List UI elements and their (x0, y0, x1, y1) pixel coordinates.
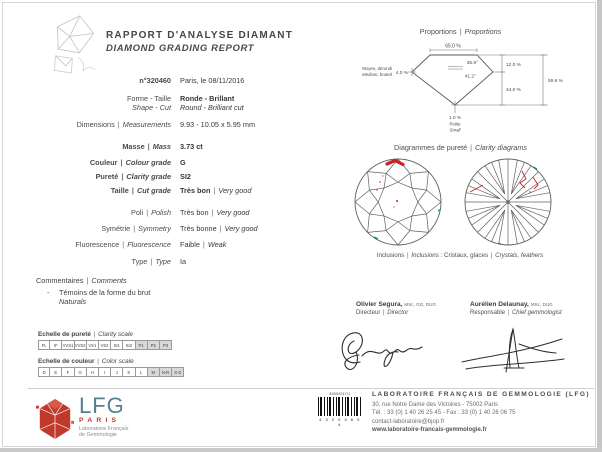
pavilion-view-diagram (465, 159, 551, 245)
colour-scale-cell: I (99, 367, 111, 377)
cut-value-en: Very good (218, 186, 252, 195)
lfg-hexagon-icon (36, 396, 74, 442)
report-number: n°320460 (139, 76, 171, 85)
field-type: Type | Type Ia (131, 257, 187, 266)
clarity-scale-cell: VVS2 (75, 340, 87, 350)
scan-edge-bottom (0, 448, 602, 452)
field-clarity: Pureté | Clarity grade SI2 (95, 172, 191, 181)
clarity-diagrams (350, 155, 565, 250)
girdle-desc-en: Medium, bruted (362, 72, 392, 77)
colour-scale-cell: E (50, 367, 62, 377)
clarity-scale-title-fr: Echelle de pureté (38, 331, 91, 338)
barcode-block (316, 392, 364, 427)
fluorescence-value-fr: Faible (180, 240, 200, 249)
clarity-scale-cell: P2 (148, 340, 160, 350)
colour-scale-cell: G (75, 367, 87, 377)
field-fluorescence: Fluorescence | Fluorescence Faible | Weak (75, 240, 227, 249)
report-place-date: Paris, le 08/11/2016 (180, 76, 245, 85)
field-dimensions: Dimensions | Measurements 9.93 - 10.05 x 5.95 mm (76, 120, 256, 129)
colour-scale-cell: K (123, 367, 135, 377)
colour-scale-cell: L (136, 367, 148, 377)
girdle-desc-fr: Moyen, dérondi (362, 66, 392, 71)
report-title: RAPPORT D'ANALYSE DIAMANT (106, 30, 294, 41)
crown-angle: 35.9° (466, 61, 478, 66)
colour-scale-cell: M (148, 367, 160, 377)
dimension-lines (408, 49, 548, 114)
lfg-paris: PARIS (79, 417, 121, 424)
table-percentage: 65.0 % (445, 43, 461, 50)
laboratory-phone: Tél. : 33 (0) 1 40 26 25 45 - Fax : 33 (0) 1 40 26 06 75 (372, 410, 516, 417)
clarity-scale (38, 340, 172, 350)
crystal-sketch (42, 14, 104, 80)
comments-section: Commentaires | Comments - Témoins de la forme du brut Naturals (33, 276, 325, 306)
signatory-gemmologist: Aurélien Delaunay, MSc, DUG Responsable | Chief gemmologist (470, 301, 562, 316)
symmetry-value-fr: Très bonne (180, 224, 217, 233)
colour-scale-title-en: Color scale (101, 358, 134, 365)
comment-item (47, 288, 325, 306)
diamond-profile (412, 55, 493, 105)
inclusions-caption: Inclusions | Inclusions : Cristaux, glaces | Crystals, feathers (376, 252, 544, 259)
mass-value: 3.73 ct (180, 142, 203, 151)
clarity-scale-cell: FL (38, 340, 50, 350)
comment-en: Naturals (59, 297, 87, 306)
colour-scale-cell: S-Z (172, 367, 184, 377)
footer-divider (28, 388, 594, 389)
gemmologist-signature (458, 324, 570, 378)
type-value: Ia (180, 257, 187, 266)
clarity-scale-cell: VS1 (87, 340, 99, 350)
proportions-diagram (345, 38, 585, 143)
clarity-scale-cell: SI1 (111, 340, 123, 350)
cut-value-fr: Très bon (180, 186, 211, 195)
colour-scale-block: Echelle de couleur | Color scale D E F G H I J K L M N-R S-Z (38, 358, 184, 377)
shape-value-en: Round - Brilliant cut (180, 103, 244, 112)
colour-scale-cell: F (62, 367, 74, 377)
inclusion-marks-crown (374, 161, 441, 240)
laboratory-info (372, 391, 590, 435)
field-shape (33, 94, 325, 112)
clarity-scale-cell: SI2 (123, 340, 135, 350)
colour-scale-cell: J (111, 367, 123, 377)
barcode-reference: 80002017/1 (329, 392, 351, 396)
field-report-number (33, 76, 325, 85)
signatory-director: Olivier Segura, MSc, GG, DUG Directeur | Director (356, 301, 437, 316)
laboratory-name: LABORATOIRE FRANÇAIS DE GEMMOLOGIE (LFG) (372, 391, 591, 398)
comment-dash: - (47, 288, 50, 297)
fluorescence-value-en: Weak (207, 240, 227, 249)
dimensions-value: 9.93 - 10.05 x 5.95 mm (180, 120, 256, 129)
girdle-percentage: 4.0 % (395, 71, 408, 76)
laboratory-email[interactable]: contact-laboratoire@bjop.fr (372, 418, 445, 425)
shape-value-fr: Ronde - Brillant (180, 94, 235, 103)
culet-desc-fr: Petite (449, 121, 461, 127)
lfg-logo (36, 393, 129, 442)
colour-scale-cell: N-R (160, 367, 172, 377)
colour-value: G (180, 158, 186, 167)
barcode (318, 397, 362, 416)
colour-scale-title-fr: Echelle de couleur (38, 358, 95, 365)
clarity-scale-cell: VS2 (99, 340, 111, 350)
crown-height-percentage: 12.0 % (506, 63, 521, 68)
colour-scale-cell: H (87, 367, 99, 377)
clarity-scale-cell: VVS1 (62, 340, 74, 350)
field-symmetry: Symétrie | Symmetry Très bonne | Very good (101, 224, 258, 233)
shape-label-fr: Forme - Taille (126, 94, 171, 103)
clarity-value: SI2 (180, 172, 191, 181)
clarity-scale-cell: P3 (160, 340, 172, 350)
field-mass: Masse | Mass 3.73 ct (122, 142, 203, 151)
clarity-scale-title-en: Clarity scale (98, 331, 133, 338)
field-cut-grade: Taille | Cut grade Très bon | Very good (110, 186, 252, 195)
laboratory-address: 30, rue Notre Dame des Victoires - 75002 Paris (372, 401, 498, 408)
proportions-title: Proportions | Proportions (419, 27, 502, 36)
report-subtitle: DIAMOND GRADING REPORT (106, 43, 255, 54)
shape-label-en: Shape - Cut (132, 103, 171, 112)
symmetry-value-en: Very good (224, 224, 258, 233)
comment-fr: Témoins de la forme du brut (59, 288, 151, 297)
lfg-sub2: de Gemmologie (79, 432, 118, 439)
clarity-scale-cell: IF (50, 340, 62, 350)
clarity-scale-block: Echelle de pureté | Clarity scale FL IF VVS1 VVS2 VS1 VS2 SI1 SI2 P1 P2 P3 (38, 331, 172, 350)
scan-edge-right (597, 0, 602, 452)
culet-percentage: 1.0 % (448, 116, 462, 121)
clarity-diagrams-title: Diagrammes de pureté | Clarity diagrams (394, 143, 527, 152)
polish-value-fr: Très bon (180, 208, 209, 217)
colour-scale-cell: D (38, 367, 50, 377)
total-depth-percentage: 59.6 % (548, 79, 563, 84)
clarity-scale-cell: P1 (136, 340, 148, 350)
field-polish: Poli | Polish Très bon | Very good (130, 208, 250, 217)
director-signature (336, 322, 448, 378)
crown-view-diagram (355, 159, 441, 245)
field-colour: Couleur | Colour grade G (89, 158, 186, 167)
pavilion-angle: 41.2° (464, 74, 476, 80)
spec-fields (33, 76, 325, 306)
pavilion-depth-percentage: 44.0 % (506, 88, 521, 93)
barcode-digits: 4 3 2 0 4 6 0 4 (319, 417, 361, 427)
lfg-sub1: Laboratoire Français (79, 426, 129, 432)
polish-value-en: Very good (216, 208, 250, 217)
colour-scale (38, 367, 184, 377)
laboratory-website[interactable]: www.laboratoire-francais-gemmologie.fr (372, 427, 487, 434)
lfg-wordmark: LFG (79, 393, 125, 418)
culet-desc-en: Small (449, 127, 461, 133)
